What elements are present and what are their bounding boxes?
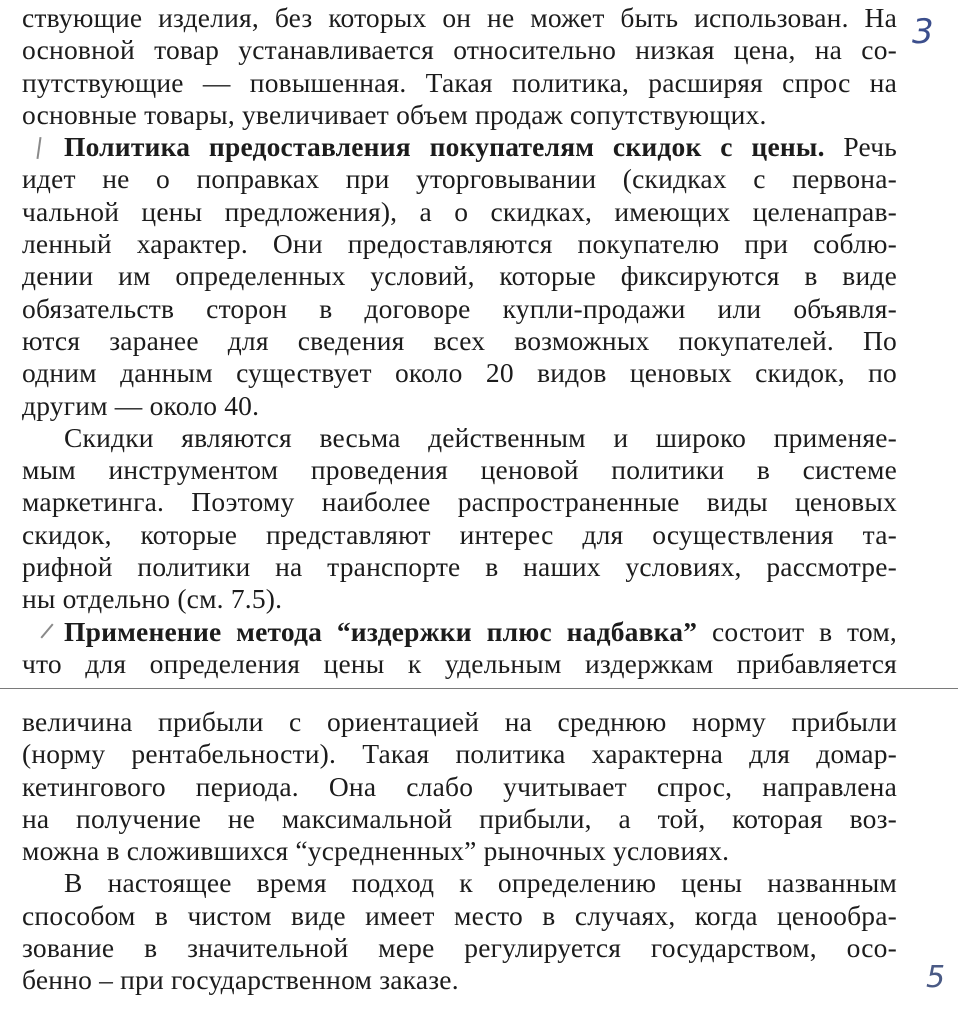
- text-line: путствующие — повышенная. Такая политика, расширяя спрос на: [22, 66, 897, 98]
- text-line: другим — около 40.: [22, 389, 260, 421]
- text-line: дении им определенных условий, которые фиксируются в виде: [22, 260, 897, 292]
- text-line: основной товар устанавливается относительно низкая цена, на со-: [22, 34, 897, 66]
- paragraph-heading: Политика предоставления покупателям скидок с цены.: [64, 131, 825, 163]
- text-line: ны отдельно (см. 7.5).: [22, 583, 283, 615]
- text-line: кетингового периода. Она слабо учитывает спрос, направлена: [22, 770, 897, 802]
- text-line: чальной цены предложения), а о скидках, имеющих целенаправ-: [22, 195, 897, 227]
- text-line: основные товары, увеличивает объем продаж сопутствующих.: [22, 98, 767, 130]
- text-line: что для определения цены к удельным издержкам прибавляется: [22, 647, 897, 679]
- lower-text-block: [22, 706, 897, 997]
- text-line: бенно – при государственном заказе.: [22, 964, 459, 996]
- text-line: идет не о поправках при уторговывании (скидках с первона-: [22, 163, 897, 195]
- text-line: величина прибыли с ориентацией на среднюю норму прибыли: [22, 706, 897, 737]
- text-line: одним данным существует около 20 видов ценовых скидок, по: [22, 357, 897, 389]
- text-line: на получение не максимальной прибыли, а той, которая воз-: [22, 802, 897, 834]
- paragraph-heading: Применение метода “издержки плюс надбавка”: [64, 615, 698, 647]
- text-line: Скидки являются весьма действенным и широко применяе-: [64, 421, 897, 453]
- text-line: (норму рентабельности). Такая политика характерна для домар-: [22, 738, 897, 770]
- text-line: ленный характер. Они предоставляются покупателю при соблю-: [22, 228, 897, 260]
- text-line: зование в значительной мере регулируется государством, осо-: [22, 932, 897, 964]
- text-line: мым инструментом проведения ценовой политики в системе: [22, 454, 897, 486]
- text-line: обязательств сторон в договоре купли-продажи или объявля-: [22, 292, 897, 324]
- text-run: состоит в том,: [711, 615, 898, 647]
- page-divider: [0, 688, 958, 689]
- text-run: Речь: [843, 131, 898, 163]
- text-line: скидок, которые представляют интерес для осуществления та-: [22, 518, 897, 550]
- handwritten-page-mark: 5: [926, 960, 946, 995]
- text-line: маркетинга. Поэтому наиболее распространенные виды ценовых: [22, 486, 897, 518]
- text-line: В настоящее время подход к определению цены названным: [64, 867, 897, 899]
- paragraph-heading-line: [22, 131, 897, 163]
- paragraph-heading-line: [22, 616, 897, 648]
- text-line: способом в чистом виде имеет место в случаях, когда ценообра-: [22, 899, 897, 931]
- text-line: можна в сложившихся “усредненных” рыночных условиях.: [22, 835, 730, 867]
- upper-text-block: [22, 2, 897, 680]
- text-line: рифной политики на транспорте в наших условиях, рассмотре-: [22, 551, 897, 583]
- handwritten-page-mark: 3: [912, 12, 934, 52]
- text-line: ются заранее для сведения всех возможных покупателей. По: [22, 324, 897, 356]
- text-line: ствующие изделия, без которых он не может быть использован. На: [22, 2, 897, 33]
